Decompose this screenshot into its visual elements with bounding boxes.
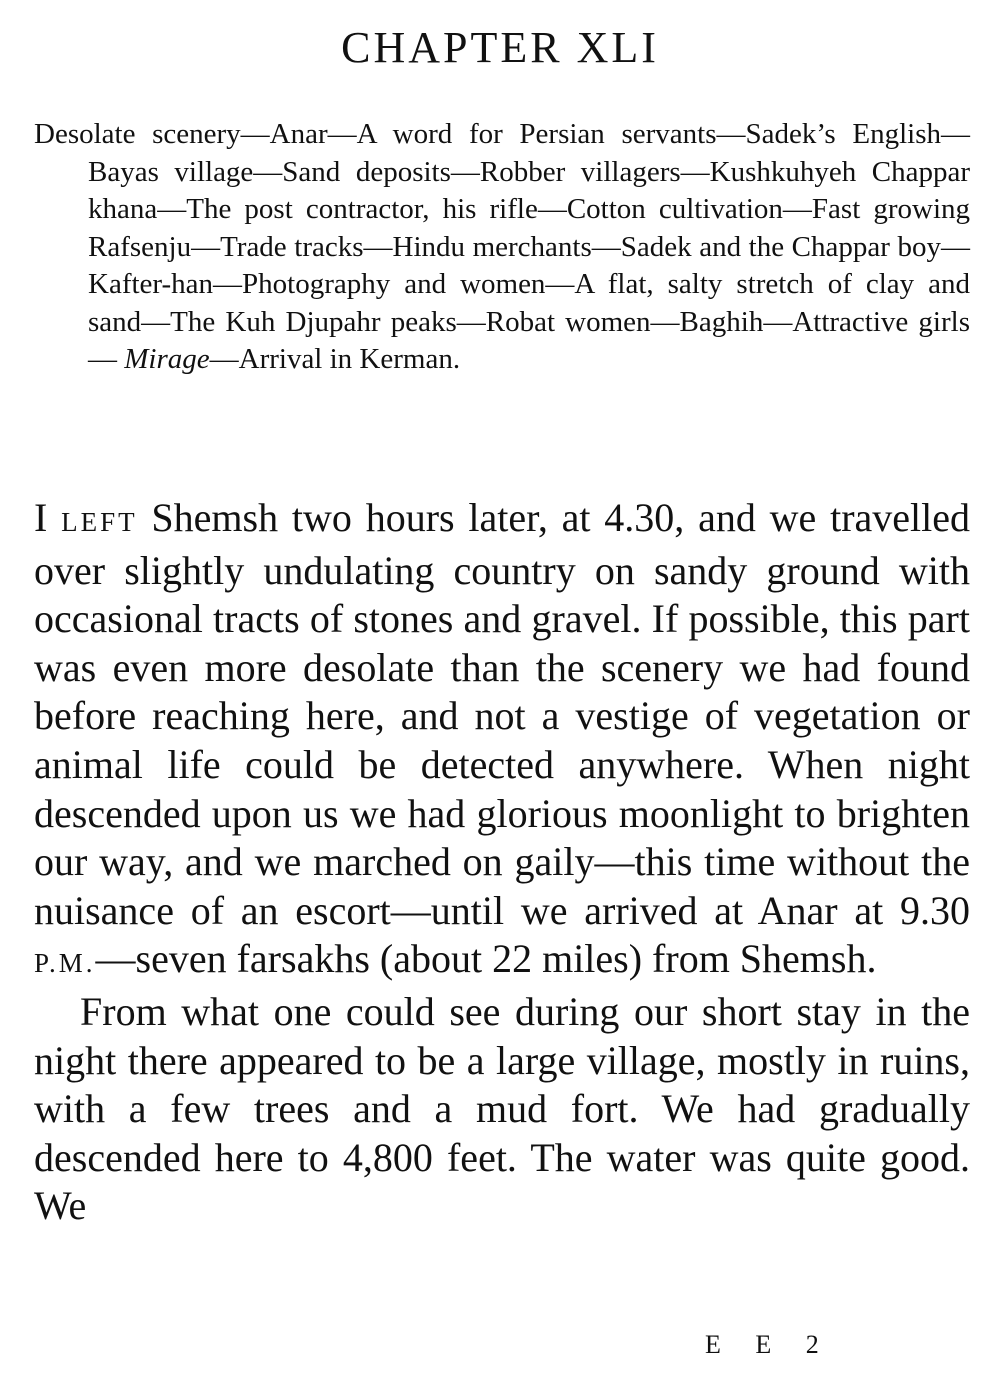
- time-smallcaps: P.M.: [34, 948, 96, 979]
- body-text: [34, 494, 970, 1231]
- initial-letter: I: [34, 495, 48, 540]
- paragraph-2: [34, 988, 970, 1231]
- paragraph-2-text: From what one could see during our short stay in the night there appeared to be a large village, mostly in ruins, with a few trees and a mud fort. We had gradually descended here to 4,800 feet. The water was quite good. We: [34, 988, 970, 1229]
- chapter-title: CHAPTER XLI: [341, 23, 659, 72]
- smallcaps-word: LEFT: [61, 507, 138, 537]
- paragraph-1-text-end: —seven farsakhs (about 22 miles) from Shemsh.: [95, 936, 877, 982]
- chapter-synopsis: [34, 116, 970, 379]
- paragraph-1: [34, 494, 970, 988]
- synopsis-text-end: —Arrival in Kerman.: [209, 343, 461, 375]
- synopsis-italic-term: Mirage: [124, 343, 210, 375]
- printer-signature-mark: E E 2: [705, 1330, 833, 1359]
- synopsis-text: Desolate scenery—Anar—A word for Persian servants—Sadek’s English—Bayas village—Sand deposits—Robber villagers—Kushkuhyeh Chappar khana—The post contractor, his rifle—Cotton cultivation—Fast growing Rafsenju—Trade tracks—Hindu merchants—Sadek and the Chappar boy—Kafter-han—Photography and women—A flat, salty stretch of clay and sand—The Kuh Djupahr peaks—Robat women—Baghih—Attractive girls —: [34, 118, 970, 375]
- paragraph-1-text: Shemsh two hours later, at 4.30, and we travelled over slightly undulating country on sandy ground with occasional tracts of stones and gravel. If possible, this part was even more desolate than the scenery we had found before reaching here, and not a vestige of vegetation or animal life could be detected anywhere. When night descended upon us we had glorious moonlight to brighten our way, and we marched on gaily—this time without the nuisance of an escort—until we arrived at Anar at 9.30: [34, 495, 970, 933]
